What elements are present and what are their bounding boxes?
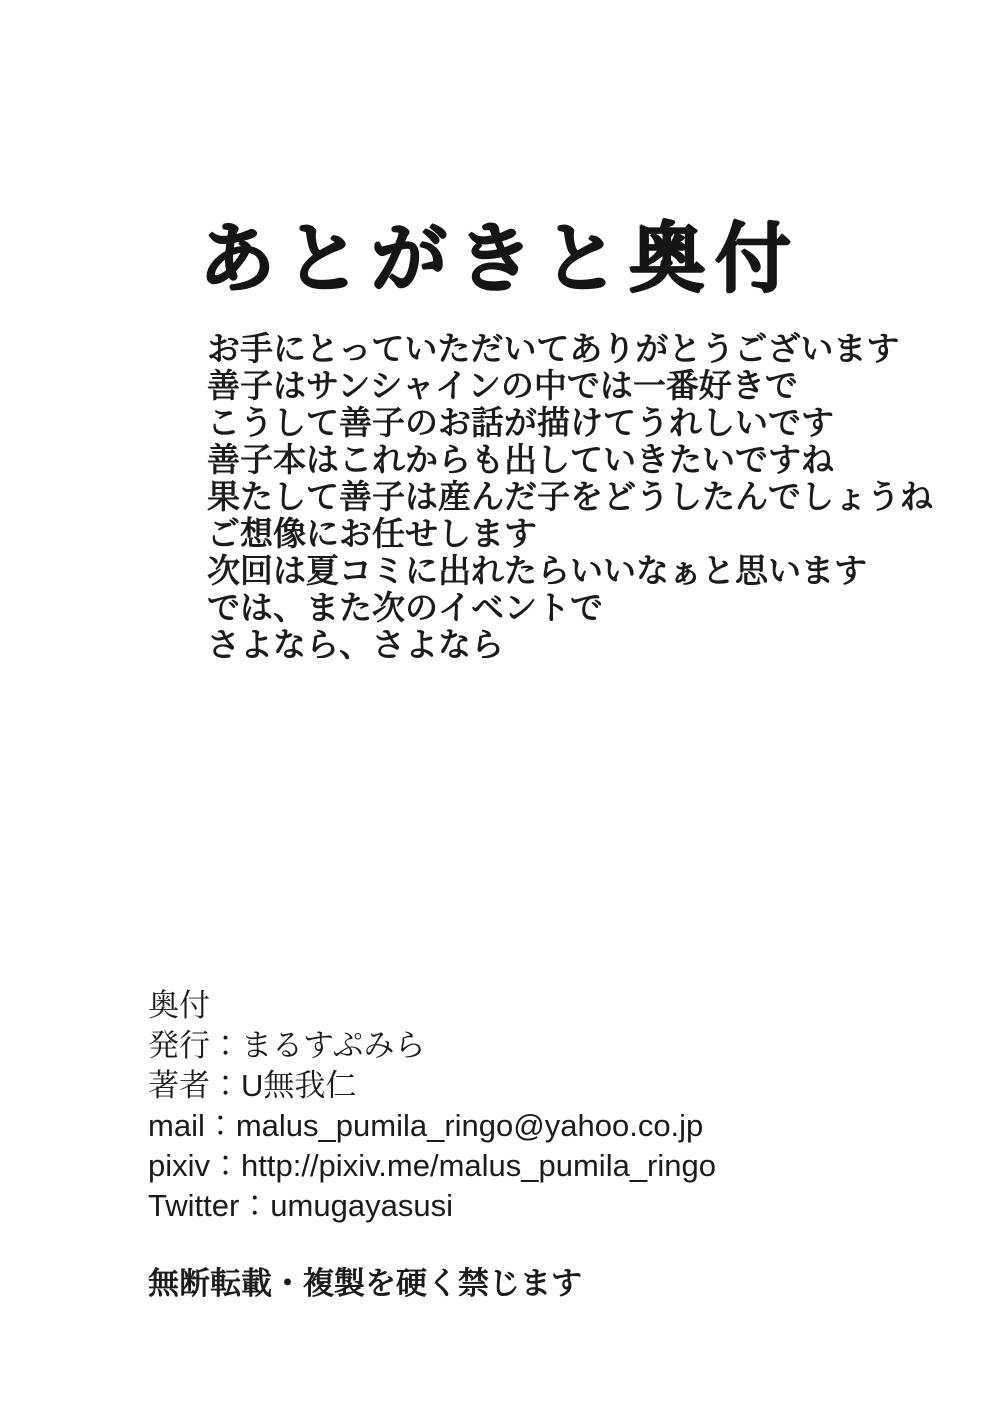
colophon-entry-label: pixiv [148,1148,211,1183]
afterword-line: 善子本はこれからも出していきたいですね [207,441,834,478]
colophon-separator: ： [210,1028,241,1063]
colophon-entry-pixiv [148,1146,888,1186]
page-title: あとがきと奥付 [199,217,801,302]
colophon-entry-value: まるすぷみら [241,1028,426,1063]
colophon-separator: ： [210,1068,241,1103]
afterword-line: では、また次のイベントで [207,589,603,626]
colophon-entry-label: 発行 [148,1028,210,1063]
pixiv-url: http://pixiv.me/malus_pumila_ringo [241,1148,716,1183]
colophon-entry-value: U無我仁 [241,1068,357,1103]
colophon-separator: ： [204,1108,236,1143]
colophon-entry-publisher [148,1026,888,1066]
afterword-text [207,330,933,663]
afterword-line: お手にとっていただいてありがとうございます [207,330,900,367]
afterword-line: ご想像にお任せします [207,515,537,552]
colophon-heading: 奥付 [148,988,210,1023]
colophon-separator: ： [239,1188,271,1223]
afterword-line: さよなら、さよなら [207,626,504,663]
colophon-entry-value: malus_pumila_ringo@yahoo.co.jp [235,1108,704,1143]
colophon-entry-author [148,1066,888,1106]
colophon-entry-label: Twitter [148,1188,240,1223]
afterword-line: こうして善子のお話が描けてうれしいです [207,404,834,441]
colophon-entry-mail [148,1106,888,1146]
reproduction-notice: 無断転載・複製を硬く禁じます [148,1266,582,1301]
colophon [148,986,888,1304]
afterword-line: 善子はサンシャインの中では一番好きで [207,367,798,404]
afterword-line: 次回は夏コミに出れたらいいなぁと思います [207,552,867,589]
colophon-entry-label: 著者 [148,1068,210,1103]
twitter-handle: umugayasusi [270,1188,453,1223]
colophon-separator: ： [210,1148,242,1183]
colophon-entry-label: mail [148,1108,205,1143]
colophon-entry-twitter [148,1186,888,1226]
afterword-line: 果たして善子は産んだ子をどうしたんでしょうね [207,478,933,515]
